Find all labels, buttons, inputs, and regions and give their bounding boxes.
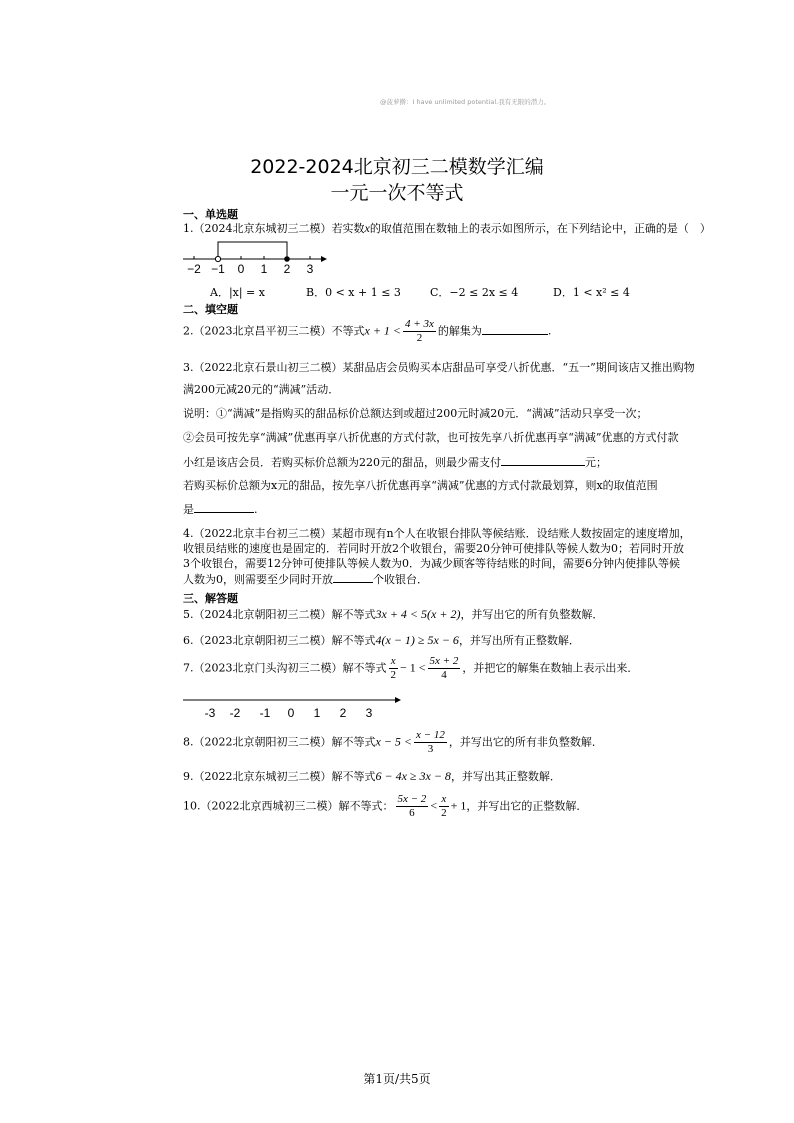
tick-label: −2 (187, 262, 201, 276)
q9-text-b: ，并写出其正整数解． (450, 770, 561, 783)
tick-label: -1 (259, 706, 271, 720)
section-heading-3: 三、解答题 (183, 592, 238, 605)
q2-frac-den: 2 (416, 332, 423, 344)
q1-text-a: 1.（2024北京东城初三二模）若实数 (183, 222, 365, 235)
q4-answer-blank[interactable] (333, 572, 373, 583)
q8-f-den: 3 (427, 743, 434, 755)
q3-line-4: ②会员可按先享“满减”优惠再享八折优惠的方式付款，也可按先享八折优惠再享“满减”优惠的方式付款 (183, 431, 679, 444)
tick-label: 3 (306, 262, 314, 276)
q8-f-num: x − 12 (416, 729, 445, 741)
question-9 (183, 769, 561, 784)
q10-f1-den: 6 (409, 807, 415, 819)
open-point (215, 256, 220, 261)
q3-line-7a: 是 (183, 503, 194, 516)
q2-fraction (403, 318, 436, 345)
q7-text-b: ，并把它的解集在数轴上表示出来． (462, 661, 639, 675)
q3-line-5b: 元； (585, 456, 607, 469)
q9-expr: 6 − 4x ≥ 3x − 8 (375, 769, 451, 783)
q6-text-a: 6.（2023北京朝阳初三二模）解不等式 (183, 634, 376, 647)
q8-text-b: ，并写出它的所有非负整数解． (448, 735, 603, 749)
q10-tail: + 1 (450, 798, 467, 813)
closed-point (284, 256, 290, 262)
page-subtitle: 一元一次不等式 (330, 182, 464, 204)
tick-label: 3 (365, 706, 373, 720)
q7-fraction-1 (389, 655, 399, 682)
q10-f2-num: x (439, 793, 449, 807)
q2-text-a: 2.（2023北京昌平初三二模）不等式 (183, 324, 365, 338)
question-2 (183, 318, 551, 345)
q4-line-4a: 人数为0，则需要至少同时开放 (183, 573, 333, 586)
watermark: @菠萝擀：I have unlimited potential.我有无限的潜力。 (380, 98, 551, 106)
q6-expr: 4(x − 1) ≥ 5x − 6 (375, 633, 459, 647)
q3-line-6: 若购买标价总额为x元的甜品，按先享八折优惠再享“满减”优惠的方式付款最划算，则x的取值范围 (183, 479, 658, 492)
page-footer: 第1页/共5页 (363, 1072, 431, 1086)
tick-label: -3 (204, 706, 216, 720)
q1-option-c: C．−2 ≤ 2x ≤ 4 (430, 286, 519, 299)
q5-text-a: 5.（2024北京朝阳初三二模）解不等式 (183, 608, 376, 621)
q3-line-3: 说明：①“满减”是指购买的甜品标价总额达到或超过200元时减20元．“满减”活动只享受一次； (183, 407, 648, 420)
q8-expr: x − 5 < (375, 734, 413, 749)
q7-mid: − 1 < (400, 660, 426, 675)
question-10 (183, 793, 587, 820)
q4-line-1: 4.（2022北京丰台初三二模）某超市现有n个人在收银台排队等候结账．设结账人数按固定的速度增加， (183, 527, 691, 540)
q10-f2-den: 2 (441, 807, 447, 819)
q8-fraction (414, 729, 447, 756)
q2-text-b: 的解集为 (437, 324, 482, 338)
q7-f1-den: 2 (390, 669, 396, 681)
q3-line-5 (183, 455, 607, 470)
q2-text-c: . (547, 324, 552, 338)
q4-line-4 (183, 572, 428, 587)
question-5 (183, 607, 603, 622)
q6-text-b: ，并写出所有正整数解． (458, 634, 580, 647)
q10-f1-num: 5x − 2 (397, 793, 427, 805)
q4-line-4b: 个收银台． (373, 573, 428, 586)
tick-label: 0 (287, 706, 295, 720)
tick-label: 1 (313, 706, 321, 720)
q4-line-2: 收银员结账的速度也是固定的．若同时开放2个收银台，需要20分钟可使排队等候人数为0；若同时开放 (183, 542, 684, 555)
tick-label: 1 (260, 262, 268, 276)
section-heading-1: 一、单选题 (183, 208, 238, 221)
tick-label: 0 (237, 262, 245, 276)
tick-label: 2 (339, 706, 347, 720)
q8-text-a: 8.（2022北京朝阳初三二模）解不等式 (183, 735, 376, 749)
question-8 (183, 729, 603, 756)
q3-line-2: 满200元减20元的“满减”活动． (183, 383, 340, 396)
q2-expr: x + 1 < (364, 323, 402, 338)
section-heading-2: 二、填空题 (183, 303, 238, 316)
q1-option-d: D．1 < x² ≤ 4 (553, 286, 630, 299)
q7-f2-num: 5x + 2 (429, 655, 459, 667)
q10-mid: < (430, 798, 438, 813)
q4-line-3: 3个收银台，需要12分钟可使排队等候人数为0．为减少顾客等待结账的时间，需要6分钟内使排队等候 (183, 557, 680, 570)
question-6 (183, 633, 580, 648)
q3-answer-blank-1[interactable] (501, 455, 585, 466)
q1-var: x (364, 221, 370, 235)
q7-number-line (183, 690, 403, 722)
q5-expr: 3x + 4 < 5(x + 2) (375, 607, 461, 621)
q7-f1-num: x (389, 655, 399, 669)
q7-text-a: 7.（2023北京门头沟初三二模）解不等式 (183, 661, 387, 675)
q3-line-7b: . (254, 503, 258, 516)
q2-answer-blank[interactable] (482, 324, 548, 335)
q10-fraction-1 (396, 793, 429, 820)
q3-line-5a: 小红是该店会员．若购买标价总额为220元的甜品，则最少需支付 (183, 456, 501, 469)
q1-option-a: A．|x| = x (210, 286, 265, 299)
tick-label: −1 (211, 262, 225, 276)
q1-text-b: 的取值范围在数轴上的表示如图所示，在下列结论中，正确的是（ ） (369, 222, 711, 235)
q1-option-b: B．0 < x + 1 ≤ 3 (306, 286, 401, 299)
q7-fraction-2 (428, 655, 461, 682)
q10-text-b: ，并写出它的正整数解． (466, 799, 588, 813)
question-1 (183, 221, 711, 236)
page-title: 2022-2024北京初三二模数学汇编 (250, 156, 544, 178)
q10-fraction-2 (439, 793, 449, 820)
question-7 (183, 655, 638, 682)
q3-line-7 (183, 502, 258, 517)
tick-label: -2 (229, 706, 241, 720)
q7-f2-den: 4 (441, 669, 447, 681)
q2-frac-num: 4 + 3x (405, 318, 434, 330)
q9-text-a: 9.（2022北京东城初三二模）解不等式 (183, 770, 376, 783)
q3-line-1: 3.（2022北京石景山初三二模）某甜品店会员购买本店甜品可享受八折优惠．“五一”期间该店又推出购物 (183, 361, 695, 374)
q3-answer-blank-2[interactable] (194, 502, 254, 513)
q10-text-a: 10.（2022北京西城初三二模）解不等式： (183, 799, 394, 813)
q5-text-b: ，并写出它的所有负整数解． (460, 608, 604, 621)
tick-label: 2 (283, 262, 291, 276)
q1-number-line (183, 240, 333, 276)
